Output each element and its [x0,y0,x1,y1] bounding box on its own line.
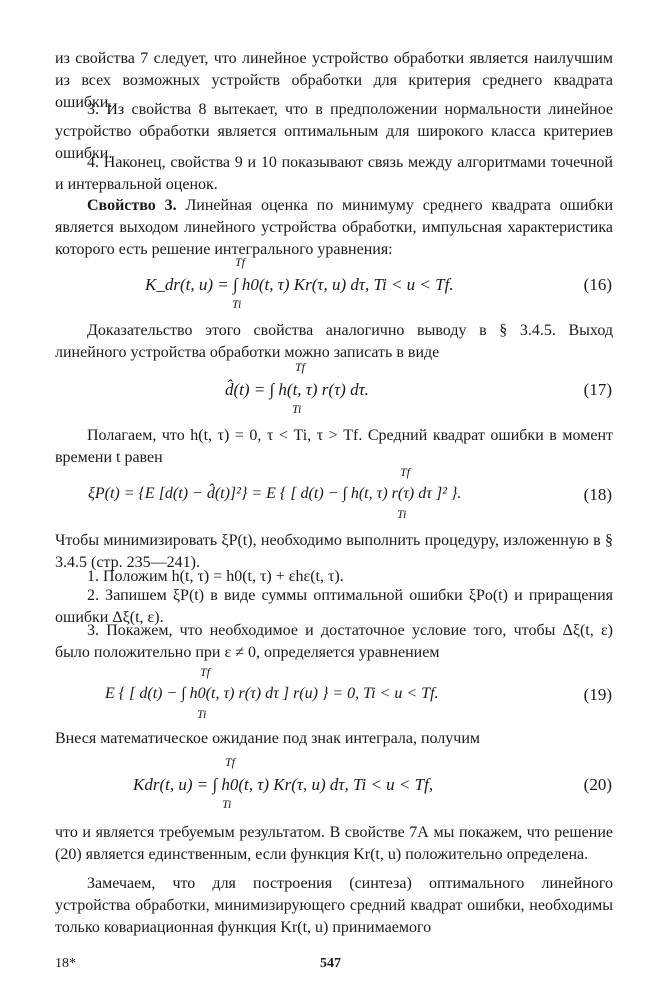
equation-20 [0,755,664,815]
equation-17-number: (17) [583,380,612,399]
lower-limit: Ti [222,797,232,811]
paragraph-5: Доказательство этого свойства аналогично выводу в § 3.4.5. Выход линейного устройства обработки можно записать в виде [55,322,613,361]
paragraph-8: 1. Положим h(t, τ) = h0(t, τ) + εhε(t, τ). [87,568,344,585]
property-text: Линейная оценка по минимуму среднего квадрата ошибки является выходом линейного устройства обработки, импульсная характеристика которого есть решение интегрального уравнения: [55,197,614,258]
paragraph-13: Замечаем, что для построения (синтеза) оптимального линейного устройства обработки, минимизирующего средний квадрат ошибки, необходимы только ковариационная функция Kr(t, u) принимаемого [55,875,613,936]
equation-20-body: Kdr(t, u) = ∫ h0(t, τ) Kr(τ, u) dτ, Ti < u < Tf, [133,775,434,794]
lower-limit: Ti [292,402,302,416]
paragraph-1: из свойства 7 следует, что линейное устройство обработки является наилучшим из всех возможных устройств обработки для критерия среднего квадрата ошибки. [55,50,613,111]
lower-limit: Ti [397,507,407,521]
upper-limit: Tf [200,665,211,679]
paragraph-4 [55,195,613,261]
paragraph-7: Чтобы минимизировать ξP(t), необходимо выполнить процедуру, изложенную в § 3.4.5 (стр. 235—241). [55,532,613,571]
equation-18-number: (18) [583,485,612,504]
paragraph-10: 3. Покажем, что необходимое и достаточное условие того, чтобы Δξ(t, ε) было положительно при ε ≠ 0, определяется уравнением [55,622,613,661]
equation-16-body: K_dr(t, u) = ∫ h0(t, τ) Kr(τ, u) dτ, Ti < u < Tf. [145,275,454,294]
equation-20-number: (20) [583,775,612,794]
equation-16-number: (16) [583,275,612,294]
upper-limit: Tf [400,465,411,479]
upper-limit: Tf [235,255,246,269]
equation-17 [0,360,664,420]
paragraph-12: что и является требуемым результатом. В свойстве 7А мы покажем, что решение (20) является единственным, если функция Kr(t, u) положительно определена. [55,824,613,863]
paragraph-3: 4. Наконец, свойства 9 и 10 показывают связь между алгоритмами точечной и интервальной оценок. [55,154,613,193]
equation-19-number: (19) [583,685,612,704]
equation-17-body: d̂(t) = ∫ h(t, τ) r(τ) dτ. [225,380,369,399]
paragraph-2: 3. Из свойства 8 вытекает, что в предположении нормальности линейное устройство обработки является оптимальным для широкого класса критериев ошибки. [55,101,613,162]
lower-limit: Ti [197,707,207,721]
equation-19-body: E { [ d(t) − ∫ h0(t, τ) r(τ) dτ ] r(u) } = 0, Ti < u < Tf. [105,685,439,702]
equation-19 [0,665,664,725]
upper-limit: Tf [225,755,236,769]
upper-limit: Tf [295,360,306,374]
paragraph-9: 2. Запишем ξP(t) в виде суммы оптимальной ошибки ξPo(t) и приращения ошибки Δξ(t, ε). [55,587,613,626]
lower-limit: Ti [232,297,242,311]
property-heading: Свойство 3. [87,197,177,214]
paragraph-11: Внеся математическое ожидание под знак интеграла, получим [55,730,481,747]
equation-16 [0,255,664,315]
page-number: 547 [320,956,341,971]
equation-18 [0,465,664,525]
equation-18-body: ξP(t) = {E [d(t) − d̂(t)]²} = E { [ d(t) − ∫ h(t, τ) r(τ) dτ ]² }. [88,485,462,502]
paragraph-6: Полагаем, что h(t, τ) = 0, τ < Ti, τ > Tf. Средний квадрат ошибки в момент времени t равен [55,427,613,466]
signature-mark: 18* [55,956,76,971]
